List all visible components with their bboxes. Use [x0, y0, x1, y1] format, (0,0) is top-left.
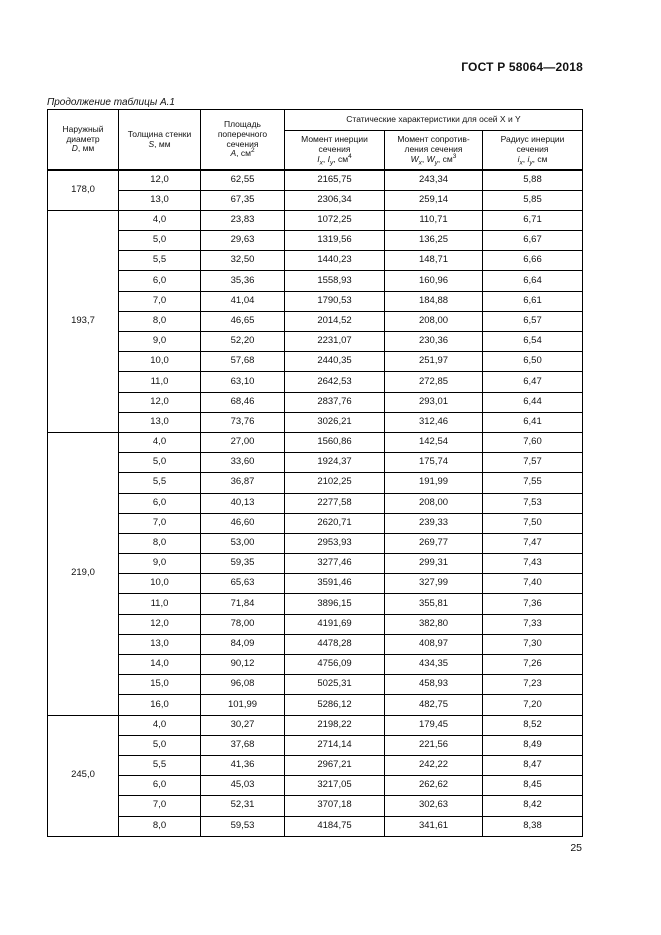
cell-inertia: 1790,53: [285, 291, 385, 311]
cell-radius: 7,57: [483, 453, 583, 473]
cell-radius: 7,60: [483, 432, 583, 452]
cell-area: 40,13: [201, 493, 285, 513]
cell-wall-thickness: 14,0: [119, 655, 201, 675]
cell-radius: 7,33: [483, 614, 583, 634]
cell-radius: 5,88: [483, 170, 583, 190]
cell-radius: 5,85: [483, 190, 583, 210]
cell-diameter: 193,7: [48, 210, 119, 432]
cell-area: 62,55: [201, 170, 285, 190]
cell-wall-thickness: 6,0: [119, 776, 201, 796]
cell-inertia: 2440,35: [285, 352, 385, 372]
cell-area: 65,63: [201, 574, 285, 594]
cell-wall-thickness: 7,0: [119, 796, 201, 816]
header-resistance-line: Момент сопротив-: [397, 134, 470, 145]
cell-inertia: 3591,46: [285, 574, 385, 594]
cell-area: 41,04: [201, 291, 285, 311]
cell-wall-thickness: 5,0: [119, 231, 201, 251]
table-row: [48, 574, 583, 594]
table-row: [48, 412, 583, 432]
cell-inertia: 5286,12: [285, 695, 385, 715]
cell-inertia: 2837,76: [285, 392, 385, 412]
cell-resistance: 242,22: [385, 755, 483, 775]
cell-resistance: 239,33: [385, 513, 483, 533]
cell-area: 84,09: [201, 634, 285, 654]
cell-inertia: 2198,22: [285, 715, 385, 735]
cell-inertia: 2306,34: [285, 190, 385, 210]
table-row: [48, 392, 583, 412]
cell-area: 30,27: [201, 715, 285, 735]
cell-inertia: 1558,93: [285, 271, 385, 291]
header-diameter-line: Наружный: [62, 123, 104, 134]
diameter-group: [48, 715, 583, 836]
header-area-line: поперечного: [217, 128, 268, 139]
cell-wall-thickness: 8,0: [119, 311, 201, 331]
cell-wall-thickness: 7,0: [119, 513, 201, 533]
cell-inertia: 4191,69: [285, 614, 385, 634]
cell-inertia: 3217,05: [285, 776, 385, 796]
cell-area: 57,68: [201, 352, 285, 372]
cell-wall-thickness: 12,0: [119, 614, 201, 634]
cell-inertia: 1924,37: [285, 453, 385, 473]
header-diameter-line: диаметр: [66, 133, 100, 144]
table-caption: Продолжение таблицы А.1: [47, 97, 175, 108]
table-row: [48, 170, 583, 190]
header-radius: [483, 131, 583, 171]
cell-resistance: 269,77: [385, 533, 483, 553]
header-area-line: Площадь: [223, 118, 261, 129]
cell-wall-thickness: 12,0: [119, 392, 201, 412]
cell-resistance: 251,97: [385, 352, 483, 372]
cell-area: 53,00: [201, 533, 285, 553]
cell-resistance: 302,63: [385, 796, 483, 816]
cell-area: 67,35: [201, 190, 285, 210]
cell-inertia: 2014,52: [285, 311, 385, 331]
cell-area: 71,84: [201, 594, 285, 614]
header-diameter: [48, 110, 119, 171]
cell-resistance: 259,14: [385, 190, 483, 210]
cell-radius: 8,52: [483, 715, 583, 735]
cell-wall-thickness: 8,0: [119, 816, 201, 836]
cell-wall-thickness: 9,0: [119, 554, 201, 574]
header-area-line: сечения: [226, 138, 259, 149]
cell-resistance: 355,81: [385, 594, 483, 614]
cell-area: 36,87: [201, 473, 285, 493]
table-row: [48, 432, 583, 452]
cell-resistance: 408,97: [385, 634, 483, 654]
header-area-line: A, $см^2$: [230, 147, 255, 159]
cell-resistance: 110,71: [385, 210, 483, 230]
table-row: [48, 533, 583, 553]
cell-radius: 7,55: [483, 473, 583, 493]
cell-wall-thickness: 4,0: [119, 715, 201, 735]
table-row: [48, 271, 583, 291]
table-row: [48, 352, 583, 372]
cell-inertia: 1072,25: [285, 210, 385, 230]
cell-radius: 7,20: [483, 695, 583, 715]
cell-radius: 7,23: [483, 675, 583, 695]
cell-radius: 6,44: [483, 392, 583, 412]
cell-resistance: 482,75: [385, 695, 483, 715]
table-row: [48, 210, 583, 230]
cell-radius: 6,41: [483, 412, 583, 432]
table-row: [48, 715, 583, 735]
table-row: [48, 372, 583, 392]
cell-area: 68,46: [201, 392, 285, 412]
table-row: [48, 513, 583, 533]
cell-area: 29,63: [201, 231, 285, 251]
cell-wall-thickness: 15,0: [119, 675, 201, 695]
cell-resistance: 208,00: [385, 311, 483, 331]
header-inertia-line: Момент инерции: [301, 134, 368, 145]
cell-resistance: 175,74: [385, 453, 483, 473]
cell-inertia: 2165,75: [285, 170, 385, 190]
cell-inertia: 1440,23: [285, 251, 385, 271]
cell-wall-thickness: 4,0: [119, 210, 201, 230]
cell-wall-thickness: 8,0: [119, 533, 201, 553]
cell-resistance: 312,46: [385, 412, 483, 432]
header-resistance-line: $W_x$, $W_y$, $см^3$: [410, 153, 457, 167]
data-table: [47, 109, 583, 837]
cell-radius: 7,50: [483, 513, 583, 533]
cell-radius: 7,26: [483, 655, 583, 675]
cell-resistance: 272,85: [385, 372, 483, 392]
cell-inertia: 4184,75: [285, 816, 385, 836]
cell-radius: 7,47: [483, 533, 583, 553]
header-resistance: [385, 131, 483, 171]
cell-inertia: 3896,15: [285, 594, 385, 614]
cell-area: 78,00: [201, 614, 285, 634]
cell-inertia: 2714,14: [285, 735, 385, 755]
cell-resistance: 293,01: [385, 392, 483, 412]
cell-diameter: 219,0: [48, 432, 119, 715]
cell-area: 63,10: [201, 372, 285, 392]
table-row: [48, 231, 583, 251]
table-row: [48, 776, 583, 796]
standard-number: ГОСТ Р 58064—2018: [461, 60, 583, 74]
cell-resistance: 160,96: [385, 271, 483, 291]
cell-resistance: 327,99: [385, 574, 483, 594]
cell-radius: 7,40: [483, 574, 583, 594]
cell-area: 23,83: [201, 210, 285, 230]
cell-inertia: 3277,46: [285, 554, 385, 574]
cell-resistance: 179,45: [385, 715, 483, 735]
cell-area: 32,50: [201, 251, 285, 271]
table-row: [48, 735, 583, 755]
cell-resistance: 208,00: [385, 493, 483, 513]
cell-wall-thickness: 11,0: [119, 372, 201, 392]
cell-radius: 8,49: [483, 735, 583, 755]
table-row: [48, 473, 583, 493]
cell-wall-thickness: 5,0: [119, 453, 201, 473]
cell-radius: 8,38: [483, 816, 583, 836]
table-row: [48, 251, 583, 271]
cell-resistance: 136,25: [385, 231, 483, 251]
diameter-group: [48, 170, 583, 210]
cell-wall-thickness: 10,0: [119, 352, 201, 372]
cell-wall-thickness: 5,5: [119, 473, 201, 493]
table-row: [48, 816, 583, 836]
cell-radius: 6,71: [483, 210, 583, 230]
header-area: [201, 110, 285, 171]
table-row: [48, 695, 583, 715]
cell-resistance: 262,62: [385, 776, 483, 796]
cell-wall-thickness: 6,0: [119, 493, 201, 513]
cell-radius: 6,54: [483, 332, 583, 352]
table-row: [48, 655, 583, 675]
page-number: 25: [570, 842, 582, 854]
cell-radius: 6,64: [483, 271, 583, 291]
diameter-group: [48, 432, 583, 715]
cell-resistance: 230,36: [385, 332, 483, 352]
table-row: [48, 311, 583, 331]
cell-area: 96,08: [201, 675, 285, 695]
cell-radius: 6,57: [483, 311, 583, 331]
cell-wall-thickness: 5,5: [119, 251, 201, 271]
cell-radius: 7,30: [483, 634, 583, 654]
table-row: [48, 332, 583, 352]
diameter-group: [48, 210, 583, 432]
cell-area: 37,68: [201, 735, 285, 755]
cell-resistance: 434,35: [385, 655, 483, 675]
header-radius-line: $i_x$, $i_y$, см: [517, 153, 548, 167]
cell-radius: 7,53: [483, 493, 583, 513]
cell-radius: 8,45: [483, 776, 583, 796]
cell-area: 59,53: [201, 816, 285, 836]
table-row: [48, 594, 583, 614]
cell-area: 46,60: [201, 513, 285, 533]
table-row: [48, 614, 583, 634]
cell-area: 101,99: [201, 695, 285, 715]
cell-resistance: 221,56: [385, 735, 483, 755]
cell-area: 52,31: [201, 796, 285, 816]
table-header: [48, 110, 583, 171]
cell-wall-thickness: 10,0: [119, 574, 201, 594]
cell-diameter: 245,0: [48, 715, 119, 836]
header-static-characteristics: Статические характеристики для осей X и Y: [285, 110, 583, 131]
cell-radius: 8,47: [483, 755, 583, 775]
cell-resistance: 243,34: [385, 170, 483, 190]
header-wall-thickness-line: Толщина стенки: [127, 128, 192, 139]
header-inertia-line: сечения: [318, 144, 351, 155]
header-wall-thickness-line: S, мм: [148, 138, 171, 149]
header-resistance-line: ления сечения: [404, 144, 463, 155]
header-inertia-line: $I_x$, $I_y$, $см^4$: [317, 153, 352, 167]
cell-inertia: 1319,56: [285, 231, 385, 251]
cell-radius: 6,61: [483, 291, 583, 311]
cell-wall-thickness: 12,0: [119, 170, 201, 190]
cell-inertia: 2967,21: [285, 755, 385, 775]
cell-inertia: 3026,21: [285, 412, 385, 432]
header-diameter-line: D, мм: [71, 143, 95, 154]
cell-diameter: 178,0: [48, 170, 119, 210]
table-row: [48, 291, 583, 311]
cell-wall-thickness: 7,0: [119, 291, 201, 311]
cell-area: 90,12: [201, 655, 285, 675]
cell-inertia: 4478,28: [285, 634, 385, 654]
cell-area: 41,36: [201, 755, 285, 775]
cell-resistance: 148,71: [385, 251, 483, 271]
table-row: [48, 453, 583, 473]
cell-area: 45,03: [201, 776, 285, 796]
cell-resistance: 458,93: [385, 675, 483, 695]
cell-area: 73,76: [201, 412, 285, 432]
cell-radius: 6,47: [483, 372, 583, 392]
cell-wall-thickness: 5,0: [119, 735, 201, 755]
cell-area: 27,00: [201, 432, 285, 452]
cell-resistance: 299,31: [385, 554, 483, 574]
cell-resistance: 184,88: [385, 291, 483, 311]
cell-inertia: 3707,18: [285, 796, 385, 816]
cell-inertia: 2231,07: [285, 332, 385, 352]
cell-radius: 6,67: [483, 231, 583, 251]
cell-wall-thickness: 16,0: [119, 695, 201, 715]
cell-inertia: 5025,31: [285, 675, 385, 695]
header-wall-thickness: [119, 110, 201, 171]
cell-inertia: 2620,71: [285, 513, 385, 533]
cell-inertia: 2102,25: [285, 473, 385, 493]
header-radius-line: Радиус инерции: [500, 134, 565, 145]
cell-radius: 7,36: [483, 594, 583, 614]
cell-wall-thickness: 6,0: [119, 271, 201, 291]
cell-resistance: 142,54: [385, 432, 483, 452]
cell-wall-thickness: 9,0: [119, 332, 201, 352]
header-radius-line: сечения: [516, 144, 549, 155]
cell-resistance: 341,61: [385, 816, 483, 836]
table-row: [48, 190, 583, 210]
cell-inertia: 1560,86: [285, 432, 385, 452]
cell-radius: 7,43: [483, 554, 583, 574]
cell-inertia: 2277,58: [285, 493, 385, 513]
cell-radius: 6,66: [483, 251, 583, 271]
table-row: [48, 634, 583, 654]
table-row: [48, 755, 583, 775]
table-row: [48, 554, 583, 574]
cell-resistance: 382,80: [385, 614, 483, 634]
cell-radius: 8,42: [483, 796, 583, 816]
cell-area: 46,65: [201, 311, 285, 331]
table-row: [48, 796, 583, 816]
table-row: [48, 493, 583, 513]
cell-area: 35,36: [201, 271, 285, 291]
cell-wall-thickness: 5,5: [119, 755, 201, 775]
cell-inertia: 2642,53: [285, 372, 385, 392]
cell-radius: 6,50: [483, 352, 583, 372]
cell-wall-thickness: 11,0: [119, 594, 201, 614]
cell-inertia: 4756,09: [285, 655, 385, 675]
cell-resistance: 191,99: [385, 473, 483, 493]
header-inertia: [285, 131, 385, 171]
cell-area: 59,35: [201, 554, 285, 574]
cell-inertia: 2953,93: [285, 533, 385, 553]
cell-wall-thickness: 13,0: [119, 634, 201, 654]
cell-wall-thickness: 13,0: [119, 412, 201, 432]
table-row: [48, 675, 583, 695]
cell-area: 33,60: [201, 453, 285, 473]
cell-area: 52,20: [201, 332, 285, 352]
cell-wall-thickness: 13,0: [119, 190, 201, 210]
cell-wall-thickness: 4,0: [119, 432, 201, 452]
